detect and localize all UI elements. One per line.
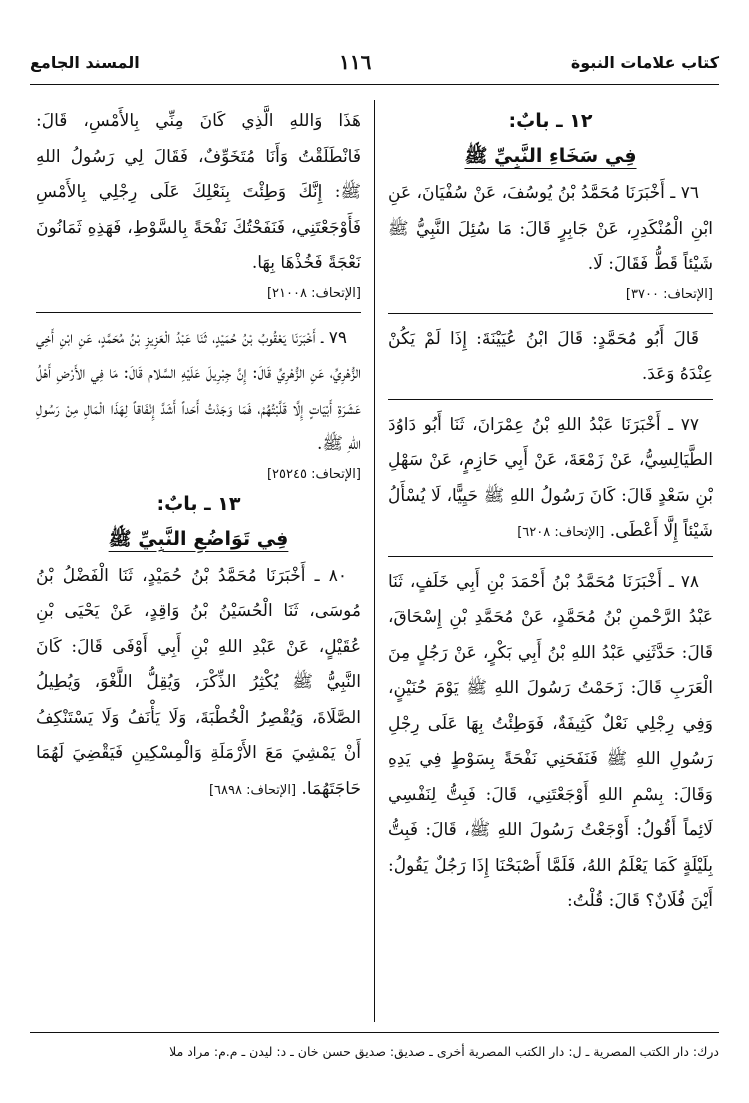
left-column xyxy=(36,104,361,1024)
chapter-12-number: ١٢ ـ بابٌ: xyxy=(508,110,593,132)
work-title: المسند الجامع xyxy=(30,52,140,72)
hadith-79: ٧٩ ـ أَخْبَرَنَا يَعْقُوبُ بْنُ حُمَيْدٍ، ثَنَا عَبْدُ الْعَزِيزِ بْنُ مُحَمَّدٍ، عَنِ ابْنِ أَخِي الزُّهْرِيِّ، عَنِ الزُّهْرِيِّ قَالَ: إِنَّ جِبْرِيلَ عَلَيْهِ السَّلام قَالَ: مَا فِي الأَرْضِ أَهْلُ عَشَرَةِ أَبْيَاتٍ إِلَّا قَلَّبْتُهُمْ، فَمَا وَجَدْتُ أَحَداً أَشَدَّ إِنْفَاقاً لِهَذَا الْمَالِ مِنْ رَسُولِ اللهِ ﷺ. xyxy=(36,327,361,454)
chapter-13-title: فِي تَوَاضُعِ النَّبِيِّ ﷺ xyxy=(108,527,289,550)
page-number: ١١٦ xyxy=(339,50,372,74)
footnote-rule xyxy=(30,1032,719,1033)
page-header xyxy=(30,40,719,84)
hadith-76-text: ٧٦ ـ أَخْبَرَنَا مُحَمَّدُ بْنُ يُوسُفَ، عَنْ سُفْيَانَ، عَنِ ابْنِ الْمُنْكَدِرِ، عَنْ جَابِرٍ قَالَ: مَا سُئِلَ النَّبِيُّ ﷺ شَيْئاً قَطُّ فَقَالَ: لَا. xyxy=(388,183,713,274)
chapter-13-number: ١٣ ـ بابٌ: xyxy=(156,492,241,515)
footnote: درك: دار الكتب المصرية ـ ل: دار الكتب المصرية أخرى ـ صديق: صديق حسن خان ـ د: ليدن ـ م.م: مراد ملا xyxy=(169,1044,719,1059)
hadith-77 xyxy=(388,408,713,550)
chapter-12-title: فِي سَخَاءِ النَّبِيِّ ﷺ xyxy=(464,145,637,167)
hadith-80-text: ٨٠ ـ أَخْبَرَنَا مُحَمَّدُ بْنُ حُمَيْدٍ، ثَنَا الْفَضْلُ بْنُ مُوسَى، ثَنَا الْحُسَيْنُ بْنُ وَاقِدٍ، عَنْ يَحْيَى بْنِ عُقَيْلٍ، عَنْ عَبْدِ اللهِ بْنِ أَبِي أَوْفَى قَالَ: كَانَ النَّبِيُّ ﷺ يُكْثِرُ الذِّكْرَ، وَيُقِلُّ اللَّغْوَ، وَيُطِيلُ الصَّلَاةَ، وَيُقْصِرُ الْخُطْبَةَ، وَلَا يَأْنَفُ وَلَا يَسْتَنْكِفُ أَنْ يَمْشِيَ مَعَ الأَرْمَلَةِ وَالْمِسْكِينِ فَيَقْضِيَ لَهُمَا حَاجَتَهُمَا. xyxy=(36,565,361,799)
book-title: كتاب علامات النبوة xyxy=(570,52,719,72)
hadith-77-reference: [الإتحاف: ٦٢٠٨] xyxy=(517,525,605,540)
hadith-78-reference: [الإتحاف: ٢١٠٠٨] xyxy=(266,285,361,301)
separator xyxy=(388,313,713,314)
separator xyxy=(36,312,361,313)
column-divider xyxy=(374,100,375,1022)
hadith-80 xyxy=(36,559,361,808)
hadith-76 xyxy=(388,176,713,283)
header-rule xyxy=(30,84,719,85)
hadith-79-reference: [الإتحاف: ٢٥٢٤٥] xyxy=(266,466,361,482)
right-column xyxy=(388,104,713,1024)
hadith-78: ٧٨ ـ أَخْبَرَنَا مُحَمَّدُ بْنُ أَحْمَدَ بْنِ أَبِي خَلَفٍ، ثَنَا عَبْدُ الرَّحْمنِ بْنُ مُحَمَّدٍ، عَنْ مُحَمَّدِ بْنِ إِسْحَاقَ، قَالَ: حَدَّثَنِي عَبْدُ اللهِ بْنُ أَبِي بَكْرٍ، عَنْ رَجُلٍ مِنَ الْعَرَبِ قَالَ: زَحَمْتُ رَسُولَ اللهِ ﷺ يَوْمَ حُنَيْنٍ، وَفِي رِجْلِي نَعْلٌ كَثِيفَةٌ، فَوَطِئْتُ بِهَا عَلَى رِجْلِ رَسُولِ اللهِ ﷺ فَنَفَحَنِي نَفْحَةً بِسَوْطٍ فِي يَدِهِ وَقَالَ: بِسْمِ اللهِ أَوْجَعْتَنِي، قَالَ: فَبِتُّ لِنَفْسِي لَائِماً أَقُولُ: أَوْجَعْتُ رَسُولَ اللهِ ﷺ، قَالَ: فَبِتُّ بِلَيْلَةٍ كَمَا يَعْلَمُ اللهُ، فَلَمَّا أَصْبَحْنَا إِذَا رَجُلٌ يَقُولُ: أَيْنَ فُلَانٌ؟ قَالَ: قُلْتُ: xyxy=(388,571,713,911)
hadith-76-note: قَالَ أَبُو مُحَمَّدٍ: قَالَ ابْنُ عُيَيْنَةَ: إِذَا لَمْ يَكُنْ عِنْدَهُ وَعَدَ. xyxy=(388,328,713,384)
separator xyxy=(388,399,713,400)
separator xyxy=(388,556,713,557)
hadith-77-text: ٧٧ ـ أَخْبَرَنَا عَبْدُ اللهِ بْنُ عِمْرَانَ، ثَنَا أَبُو دَاوُدَ الطَّيَالِسِيُّ، عَنْ زَمْعَةَ، عَنْ أَبِي حَازِمٍ، عَنْ سَهْلِ بْنِ سَعْدٍ قَالَ: كَانَ رَسُولُ اللهِ ﷺ حَيِيًّا، لَا يُسْأَلُ شَيْئاً إِلَّا أَعْطَى. xyxy=(388,414,713,541)
hadith-78-continued: هَذَا وَاللهِ الَّذِي كَانَ مِنِّي بِالأَمْسِ، قَالَ: فَانْطَلَقْتُ وَأَنَا مُتَخَوِّفٌ، فَقَالَ لِي رَسُولُ اللهِ ﷺ: إِنَّكَ وَطِئْتَ بِنَعْلِكَ عَلَى رِجْلِي بِالأَمْسِ فَأَوْجَعْتَنِي، فَنَفَحْتُكَ نَفْحَةً بِالسَّوْطِ، فَهَذِهِ ثَمَانُونَ نَعْجَةً فَخُذْهَا بِهَا. xyxy=(36,111,361,273)
hadith-80-reference: [الإتحاف: ٦٨٩٨] xyxy=(208,782,297,798)
hadith-76-reference: [الإتحاف: ٣٧٠٠] xyxy=(625,286,713,302)
